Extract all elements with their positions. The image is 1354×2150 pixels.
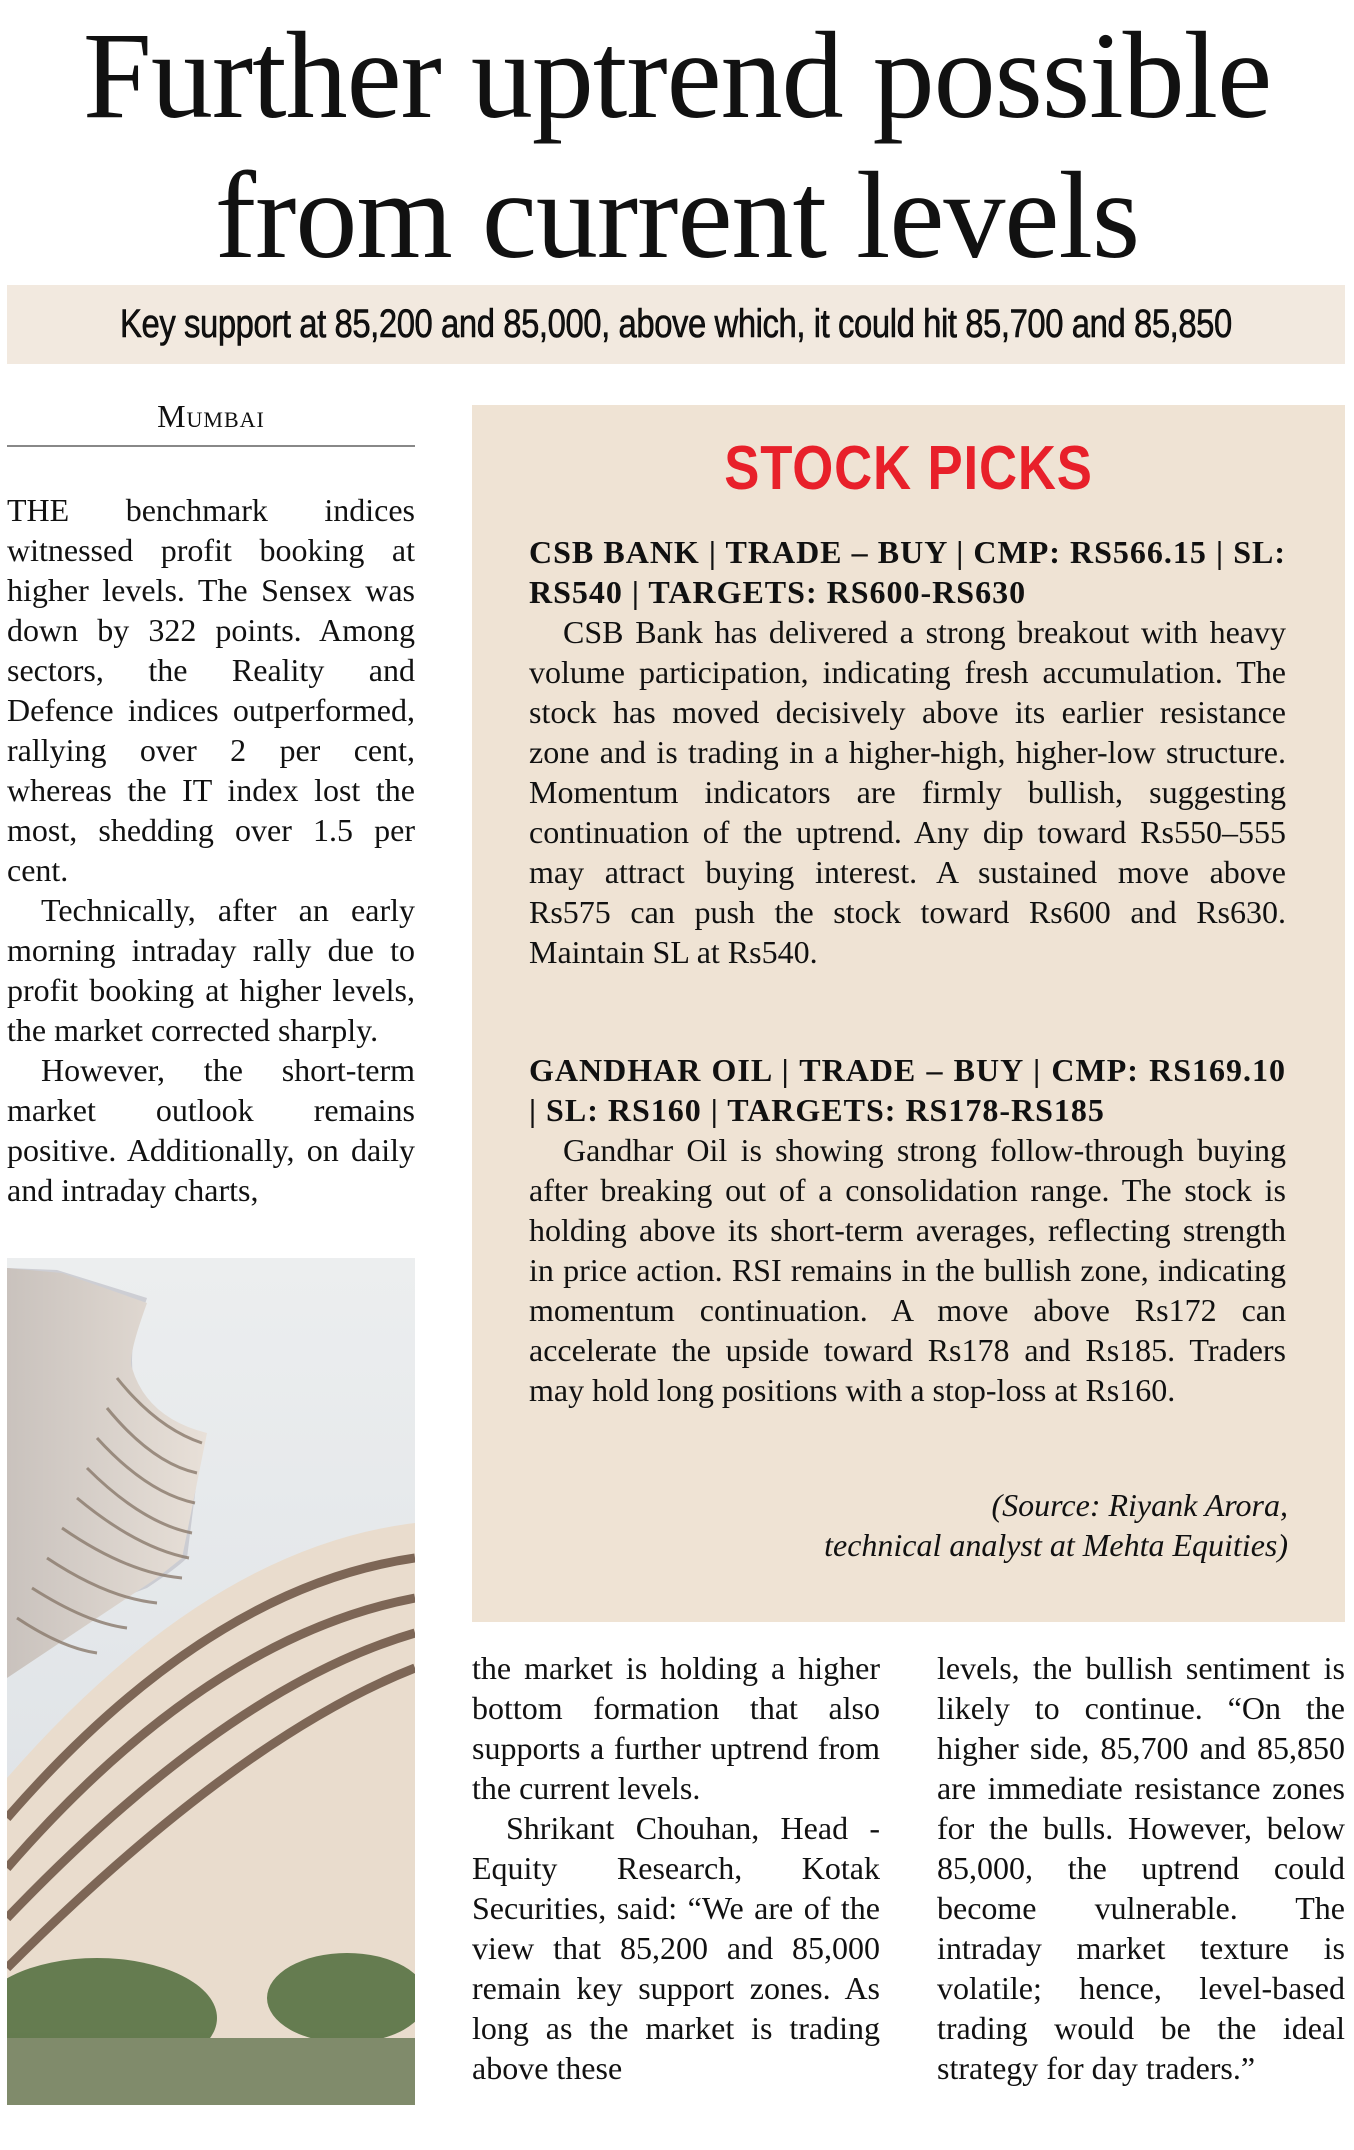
headline-line-1: Further uptrend possible — [82, 7, 1272, 144]
stock-picks-title: STOCK PICKS — [724, 434, 1093, 503]
headline — [0, 6, 1354, 286]
pick-body: Gandhar Oil is showing strong follow-through buying after breaking out of a consolidation range. The stock is holding above its short-term averages, reflecting strength in price action. RSI remains in the bullish zone, indicating momentum continuation. A move above Rs172 can accelerate the upside toward Rs178 and Rs185. Traders may hold long positions with a stop-loss at Rs160. — [529, 1132, 1286, 1408]
paragraph: the market is holding a higher bottom formation that also supports a further uptrend from the current levels. — [472, 1650, 880, 1806]
paragraph: Technically, after an early morning intraday rally due to profit booking at higher levels, the market corrected sharply. — [7, 892, 415, 1048]
divider — [7, 445, 415, 447]
source-credit — [824, 1485, 1288, 1565]
stock-pick-gandhar-oil — [529, 1050, 1286, 1410]
source-line: technical analyst at Mehta Equities) — [824, 1527, 1288, 1563]
pick-body: CSB Bank has delivered a strong breakout with heavy volume participation, indicating fresh accumulation. The stock has moved decisively above its earlier resistance zone and is trading in a higher-high, higher-low structure. Momentum indicators are firmly bullish, suggesting continuation of the uptrend. Any dip toward Rs550–555 may attract buying interest. A sustained move above Rs575 can push the stock toward Rs600 and Rs630. Maintain SL at Rs540. — [529, 614, 1286, 970]
dateline: Mumbai — [157, 398, 265, 434]
paragraph: levels, the bullish sentiment is likely to continue. “On the higher side, 85,700 and 85,850 are immediate resistance zones for the bulls. However, below 85,000, the uptrend could become vulnerable. The intraday market texture is volatile; hence, level-based trading would be the ideal strategy for day traders.” — [937, 1650, 1345, 2086]
headline-line-2: from current levels — [214, 147, 1140, 284]
paragraph: However, the short-term market outlook remains positive. Additionally, on daily and intraday charts, — [7, 1052, 415, 1208]
deck-text: Key support at 85,200 and 85,000, above which, it could hit 85,700 and 85,850 — [120, 302, 1232, 346]
source-line: (Source: Riyank Arora, — [991, 1487, 1288, 1523]
stock-exchange-photo — [7, 1258, 415, 2105]
stock-picks-box — [472, 405, 1345, 1622]
bottom-column-1 — [472, 1648, 880, 2088]
deck-subheadline — [7, 285, 1345, 364]
pick-heading: GANDHAR OIL | TRADE – BUY | CMP: RS169.10 | SL: RS160 | TARGETS: RS178-RS185 — [529, 1052, 1286, 1128]
paragraph: Shrikant Chouhan, Head - Equity Research, Kotak Securities, said: “We are of the view that 85,200 and 85,000 remain key support zones. As long as the market is trading above these — [472, 1810, 880, 2086]
bottom-column-2 — [937, 1648, 1345, 2088]
left-column — [7, 490, 415, 1210]
pick-heading: CSB BANK | TRADE – BUY | CMP: RS566.15 | SL: RS540 | TARGETS: RS600-RS630 — [529, 534, 1286, 610]
stock-pick-csb-bank — [529, 532, 1286, 972]
paragraph: THE benchmark indices witnessed profit booking at higher levels. The Sensex was down by 322 points. Among sectors, the Reality and Defence indices outperformed, rallying over 2 per cent, whereas the IT index lost the most, shedding over 1.5 per cent. — [7, 492, 415, 888]
